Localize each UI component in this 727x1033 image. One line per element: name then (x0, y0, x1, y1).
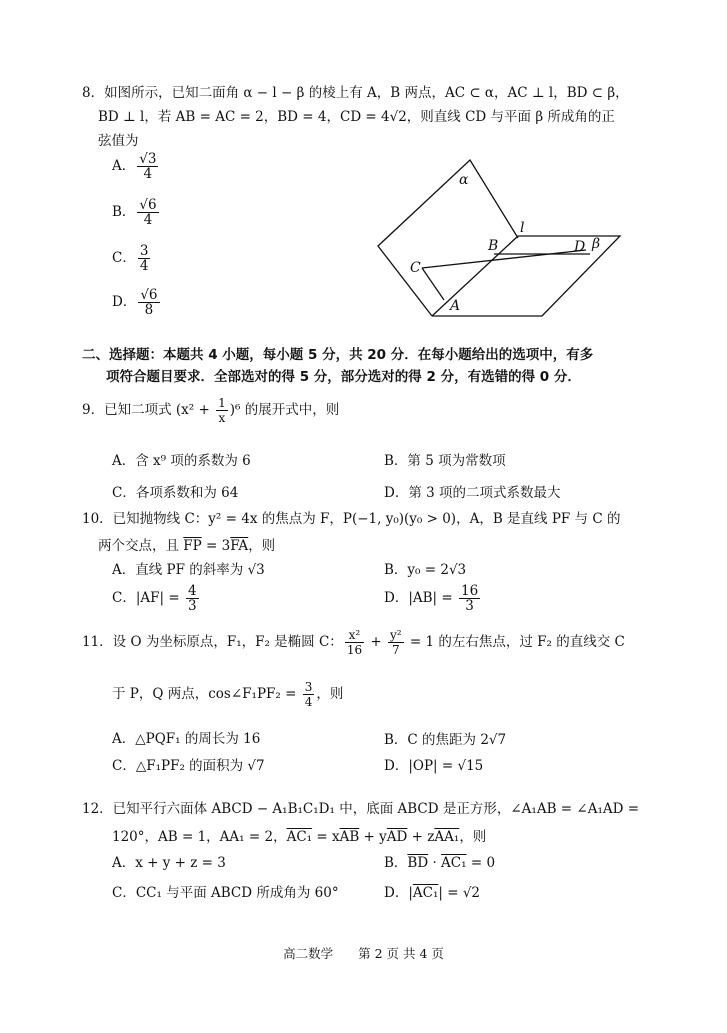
q11-line1: 11．设 O 为坐标原点，F₁，F₂ 是椭圆 C： $\frac{\text{x²}}{16}$ + $\frac{\text{y²}}{7}$ = 1 的左右焦点，过 F₂ 的直线交 C (82, 628, 625, 657)
edge-l (432, 236, 518, 316)
page-footer: 高二数学 第 2 页 共 4 页 (283, 946, 444, 961)
label-b: B (488, 238, 499, 254)
q8-line2: BD ⊥ l，若 AB = AC = 2，BD = 4，CD = 4√2，则直线 CD 与平面 β 所成角的正 (98, 109, 615, 125)
label-beta: β (592, 236, 601, 252)
q10-line1: 10．已知抛物线 C：y² = 4x 的焦点为 F，P(−1, y₀)(y₀ > 0)，A，B 是直线 PF 与 C 的 (82, 511, 621, 527)
q11-option-b: B．C 的焦距为 2√7 (384, 732, 507, 748)
q12-option-c: C．CC₁ 与平面 ABCD 所成角为 60° (112, 885, 339, 901)
q11-option-c: C．△F₁PF₂ 的面积为 √7 (112, 758, 265, 774)
q12-option-d: D．|AC₁| = √2 (384, 885, 481, 901)
label-d: D (574, 239, 586, 255)
q9-option-c: C．各项系数和为 64 (112, 485, 239, 501)
q11-option-a: A．△PQF₁ 的周长为 16 (112, 731, 261, 747)
q10-line2: 两个交点，且 $\overline{FP} = 3\overline{FA}$，则 (98, 538, 276, 554)
label-c: C (410, 260, 421, 276)
dihedral-figure (370, 150, 630, 330)
segment-cd (422, 250, 586, 268)
segment-ca (422, 268, 444, 300)
label-a: A (450, 298, 461, 314)
q10-option-c: C．|AF| = $\frac{4}{3}$ (112, 583, 197, 614)
q8-option-a: A． $\frac{√3}{4}$ (112, 151, 157, 182)
q11-line2: 于 P，Q 两点，cos∠F₁PF₂ = $\frac{3}{4}$ ，则 (112, 680, 344, 709)
q12-line1: 12．已知平行六面体 ABCD − A₁B₁C₁D₁ 中，底面 ABCD 是正方形，∠A₁AB = ∠A₁AD = (82, 801, 640, 817)
q10-option-a: A．直线 PF 的斜率为 √3 (112, 562, 265, 578)
q9-stem: 9．已知二项式 (x² + $\frac{1}{x}$ )⁶ 的展开式中，则 (82, 396, 340, 425)
q8-option-b: B． $\frac{√6}{4}$ (112, 197, 157, 228)
q8-line1: 8．如图所示，已知二面角 α − l − β 的棱上有 A，B 两点，AC ⊂ α，AC ⊥ l，BD ⊂ β， (82, 85, 629, 101)
q8-option-d: D． $\frac{√6}{8}$ (112, 287, 158, 318)
q12-option-b: B．$\overline{BD} \cdot AC_1 = 0$ (384, 855, 496, 871)
q8-line3: 弦值为 (98, 133, 139, 149)
section2-line1: 二、选择题：本题共 4 小题，每小题 5 分，共 20 分．在每小题给出的选项中，有多 (82, 347, 594, 363)
q11-option-d: D．|OP| = √15 (384, 758, 484, 774)
q9-option-d: D．第 3 项的二项式系数最大 (384, 485, 561, 501)
q10-option-d: D．|AB| = $\frac{16}{3}$ (384, 583, 479, 614)
label-alpha: α (459, 172, 469, 188)
q12-line2: 120°，AB = 1，AA₁ = 2，$AC_1 = x\overline{AB} + y\overline{AD} + zAA_1$，则 (112, 829, 487, 845)
q10-option-b: B．y₀ = 2√3 (384, 562, 467, 578)
section2-line2: 项符合题目要求．全部选对的得 5 分，部分选对的得 2 分，有选错的得 0 分． (106, 369, 581, 385)
q8-option-c: C． $\frac{3}{4}$ (112, 243, 149, 274)
q9-option-b: B．第 5 项为常数项 (384, 453, 506, 469)
q9-option-a: A．含 x⁹ 项的系数为 6 (112, 453, 251, 469)
label-l: l (520, 220, 525, 236)
q12-option-a: A．x + y + z = 3 (112, 855, 226, 871)
